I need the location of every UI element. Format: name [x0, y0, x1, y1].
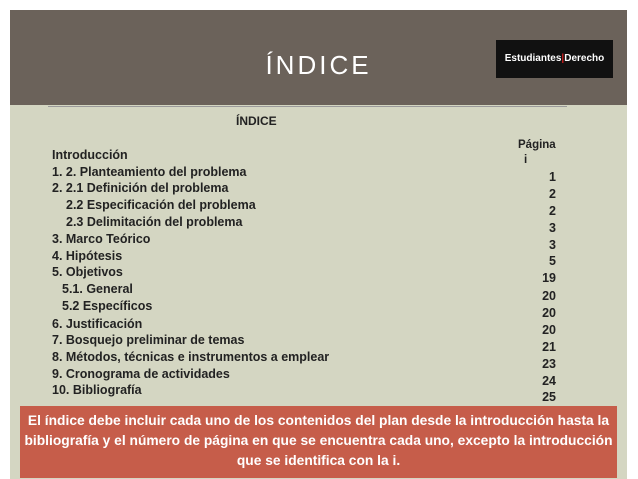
page-number: 2 [549, 187, 556, 201]
page-number: 21 [542, 340, 556, 354]
toc-entry-4: 4. Hipótesis [52, 249, 123, 263]
page-number: 20 [542, 306, 556, 320]
toc-entry-5-1: 5.1. General [62, 282, 133, 296]
toc-entry-2-3: 2.3 Delimitación del problema [66, 215, 243, 229]
note-text: debe incluir cada uno de los contenidos del plan desde la introducción hasta la bibliografía y el número de página en que se encuentra cada uno, excepto la introducción que se identifica con la i. [24, 413, 613, 468]
toc-entry-5: 5. Objetivos [52, 265, 123, 279]
toc-entry-9: 9. Cronograma de actividades [52, 367, 230, 381]
note-keyword: índice [44, 413, 85, 428]
document-heading: ÍNDICE [236, 114, 277, 128]
document-top-rule [48, 106, 567, 107]
toc-entry-introduccion: Introducción [52, 148, 128, 162]
page-number: 20 [542, 289, 556, 303]
page-column-label-text: Página [518, 139, 556, 151]
toc-entry-6: 6. Justificación [52, 317, 143, 331]
toc-entry-3: 3. Marco Teórico [52, 232, 151, 246]
page-number: 3 [549, 238, 556, 252]
callout-note [20, 406, 617, 478]
page-number: 23 [542, 357, 556, 371]
toc-entry-5-2: 5.2 Específicos [62, 299, 153, 313]
slide-header [10, 10, 627, 105]
slide-title: ÍNDICE [265, 50, 372, 80]
page-number: 19 [542, 271, 556, 285]
page-number: 20 [542, 323, 556, 337]
page-number: 25 [542, 390, 556, 404]
page-column-label [518, 138, 558, 168]
toc-entry-8: 8. Métodos, técnicas e instrumentos a emplear [52, 350, 330, 364]
page-number: 5 [549, 254, 556, 268]
introduction-page: i [524, 154, 528, 166]
estudiantes-derecho-logo [496, 40, 613, 78]
note-prefix: El [27, 413, 45, 428]
toc-entry-1: 1. 2. Planteamiento del problema [52, 165, 247, 179]
toc-entry-7: 7. Bosquejo preliminar de temas [52, 333, 245, 347]
logo-part2: Derecho [564, 53, 605, 64]
toc-entry-2-2: 2.2 Especificación del problema [66, 198, 256, 212]
toc-entry-2: 2. 2.1 Definición del problema [52, 181, 229, 195]
page-number: 24 [542, 374, 556, 388]
logo-part1: Estudiantes [504, 53, 562, 64]
page-number: 1 [549, 170, 556, 184]
toc-entry-10: 10. Bibliografía [52, 383, 142, 397]
page-number: 2 [549, 204, 556, 218]
page-number: 3 [549, 221, 556, 235]
logo-separator: | [561, 53, 565, 64]
